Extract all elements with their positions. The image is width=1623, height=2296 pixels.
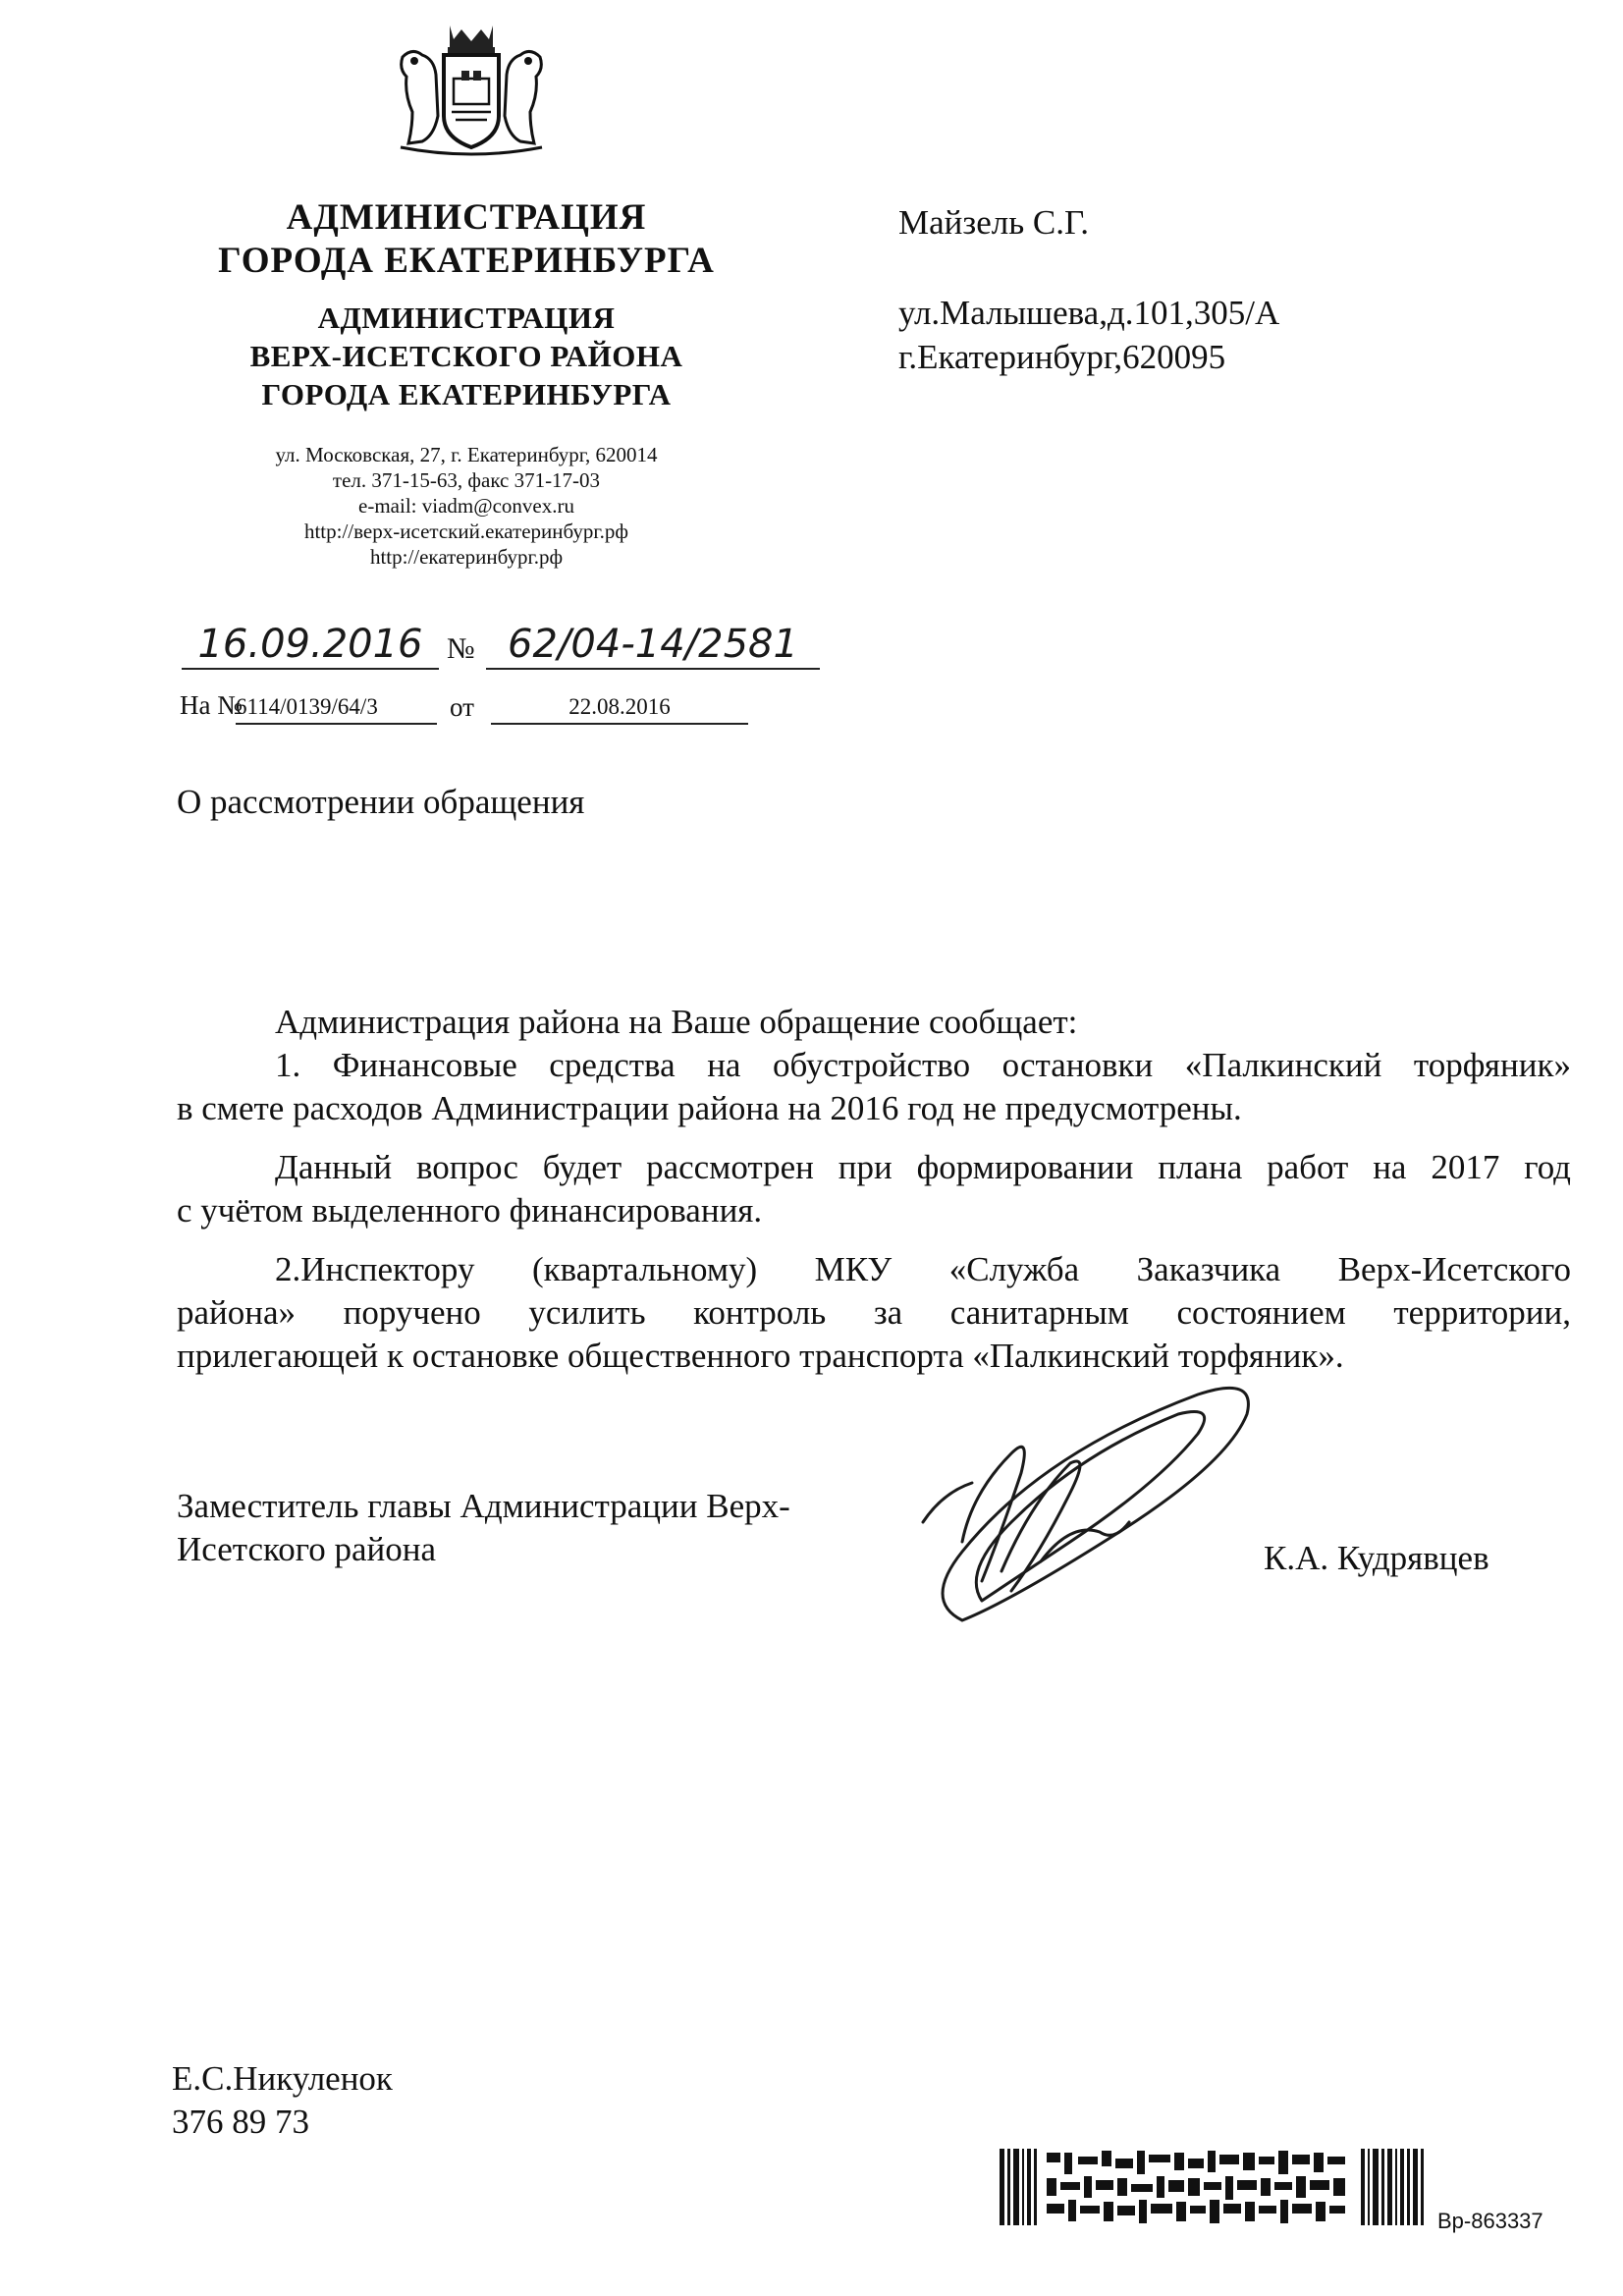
body-p2-line1: Данный вопрос будет рассмотрен при формировании плана работ на 2017 год — [275, 1148, 1571, 1186]
reply-number: 6114/0139/64/3 — [236, 690, 437, 725]
org-site-1: http://верх-исетский.екатеринбург.рф — [303, 519, 629, 543]
recipient-name: Майзель С.Г. — [898, 203, 1090, 242]
reply-label: На № — [180, 690, 243, 720]
registration-number-label: № — [447, 632, 475, 665]
signatory-name: К.А. Кудрявцев — [1264, 1539, 1489, 1577]
executor-block — [172, 2057, 393, 2144]
body-p3-line3: прилегающей к остановке общественного транспорта «Палкинский торфяник». — [177, 1337, 1344, 1375]
reply-date: 22.08.2016 — [491, 690, 748, 725]
executor-phone: 376 89 73 — [172, 2103, 309, 2141]
dept-line-2: ВЕРХ-ИСЕТСКОГО РАЙОНА — [249, 339, 683, 373]
org-phone: тел. 371-15-63, факс 371-17-03 — [332, 468, 601, 492]
body-p1-line2: в смете расходов Администрации района на 2016 год не предусмотрены. — [177, 1089, 1242, 1127]
recipient-street: ул.Малышева,д.101,305/А — [898, 294, 1280, 332]
handwritten-signature-icon — [903, 1375, 1296, 1650]
contact-block — [157, 442, 776, 570]
body-p2-line2: с учётом выделенного финансирования. — [177, 1191, 763, 1230]
body-p3-line2: района» поручено усилить контроль за санитарным состоянием территории, — [177, 1293, 1571, 1332]
signatory-position-line2: Исетского района — [177, 1530, 437, 1568]
barcode-icon — [1000, 2149, 1426, 2225]
body-p1-line1: 1. Финансовые средства на обустройство остановки «Палкинский торфяник» — [275, 1046, 1571, 1084]
org-email: e-mail: viadm@convex.ru — [358, 494, 574, 518]
org-line-2: ГОРОДА ЕКАТЕРИНБУРГА — [218, 241, 715, 281]
organization-name — [157, 196, 776, 283]
dept-line-1: АДМИНИСТРАЦИЯ — [317, 301, 616, 335]
letter-body — [177, 1001, 1571, 1378]
org-line-1: АДМИНИСТРАЦИЯ — [286, 197, 647, 238]
department-name — [157, 299, 776, 413]
org-site-2: http://екатеринбург.рф — [369, 545, 564, 569]
body-p3-line1: 2.Инспектору (квартальному) МКУ «Служба Заказчика Верх-Исетского — [275, 1250, 1571, 1288]
letter-subject: О рассмотрении обращения — [177, 783, 585, 821]
signatory-position-line1: Заместитель главы Администрации Верх- — [177, 1487, 790, 1525]
reply-from-label: от — [450, 692, 474, 722]
recipient-city: г.Екатеринбург,620095 — [898, 338, 1226, 376]
org-address: ул. Московская, 27, г. Екатеринбург, 620014 — [275, 443, 658, 466]
dept-line-3: ГОРОДА ЕКАТЕРИНБУРГА — [261, 377, 672, 411]
barcode-id: Вр-863337 — [1437, 2209, 1543, 2233]
executor-name: Е.С.Никуленок — [172, 2059, 393, 2098]
signatory-position — [177, 1485, 790, 1571]
registration-number: 62/04-14/2581 — [486, 621, 820, 670]
registration-date: 16.09.2016 — [182, 621, 439, 670]
coat-of-arms-icon — [383, 18, 560, 160]
body-intro: Администрация района на Ваше обращение сообщает: — [275, 1003, 1078, 1041]
